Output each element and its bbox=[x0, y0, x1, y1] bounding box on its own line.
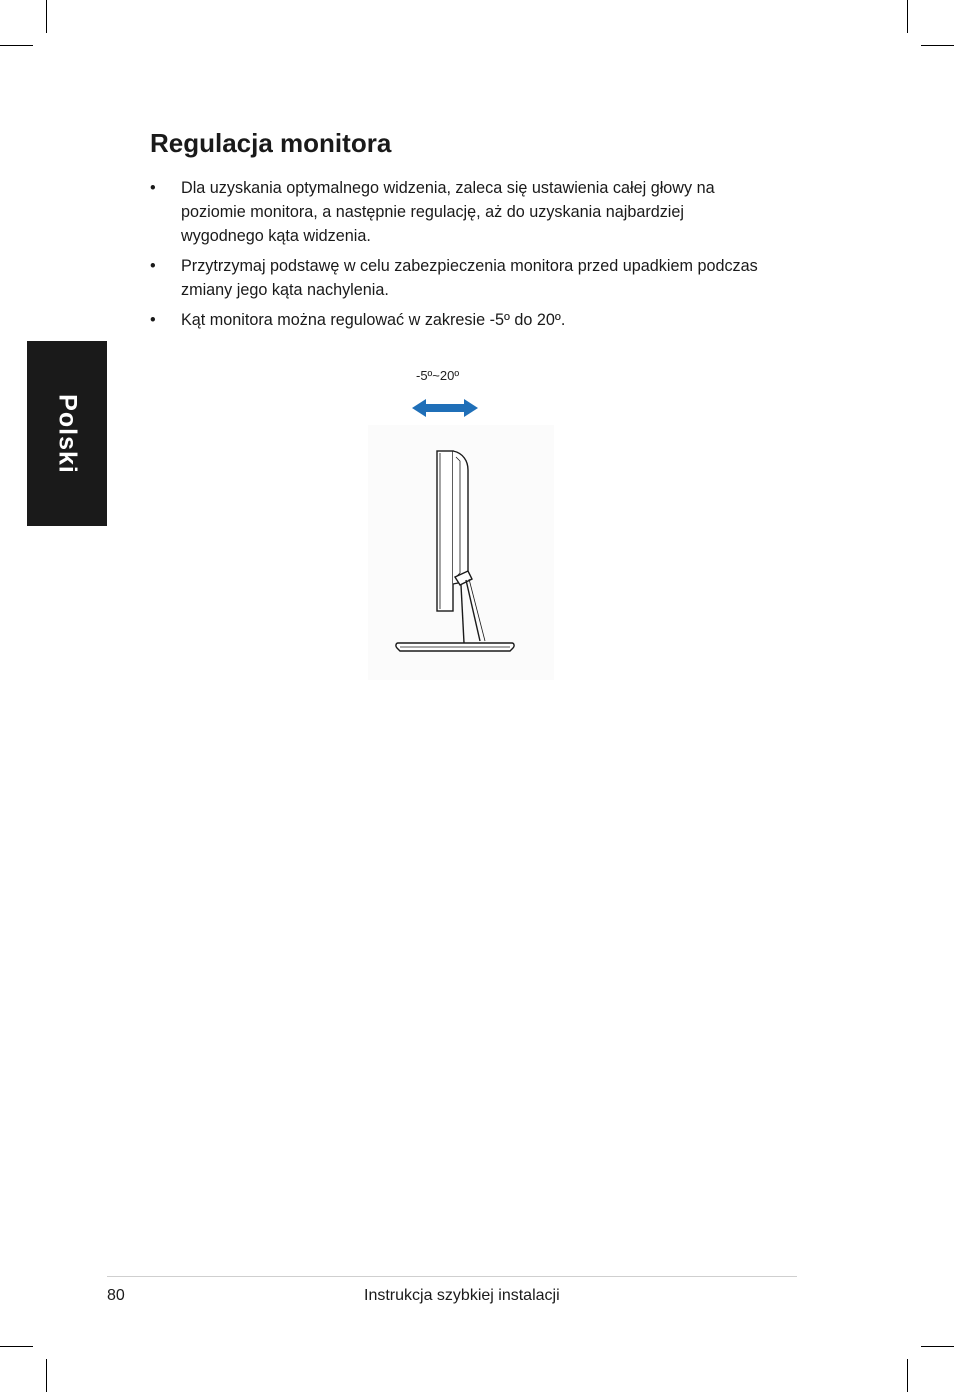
instruction-list bbox=[150, 176, 770, 338]
tilt-angle-label: -5º~20º bbox=[416, 368, 460, 383]
bullet-marker: • bbox=[150, 179, 156, 197]
list-item-text: Kąt monitora można regulować w zakresie -5º do 20º. bbox=[181, 311, 566, 329]
list-item bbox=[150, 308, 770, 332]
crop-mark-top-right bbox=[907, 0, 908, 33]
crop-mark-bottom-right bbox=[907, 1359, 908, 1392]
crop-mark-top-left bbox=[46, 0, 47, 33]
crop-mark-top-right-h bbox=[921, 45, 954, 46]
bullet-marker: • bbox=[150, 311, 156, 329]
tilt-figure bbox=[360, 365, 560, 685]
footer-title: Instrukcja szybkiej instalacji bbox=[364, 1287, 560, 1304]
list-item bbox=[150, 176, 770, 248]
page-number: 80 bbox=[107, 1287, 125, 1304]
crop-mark-top-left-h bbox=[0, 45, 33, 46]
list-item bbox=[150, 254, 770, 302]
crop-mark-bottom-left-h bbox=[0, 1346, 33, 1347]
list-item-text: Dla uzyskania optymalnego widzenia, zaleca się ustawienia całej głowy na poziomie monitora, a następnie regulację, aż do uzyskania najbardziej wygodnego kąta widzenia. bbox=[181, 179, 715, 245]
footer-divider bbox=[107, 1276, 797, 1277]
list-item-text: Przytrzymaj podstawę w celu zabezpieczenia monitora przed upadkiem podczas zmiany jego kąta nachylenia. bbox=[181, 257, 758, 299]
double-arrow-icon bbox=[412, 399, 478, 417]
page-title: Regulacja monitora bbox=[150, 128, 392, 158]
bullet-marker: • bbox=[150, 257, 156, 275]
crop-mark-bottom-left bbox=[46, 1359, 47, 1392]
language-side-tab bbox=[27, 341, 107, 526]
crop-mark-bottom-right-h bbox=[921, 1346, 954, 1347]
tilt-figure-graphic bbox=[360, 365, 560, 685]
language-label: Polski bbox=[53, 393, 82, 474]
